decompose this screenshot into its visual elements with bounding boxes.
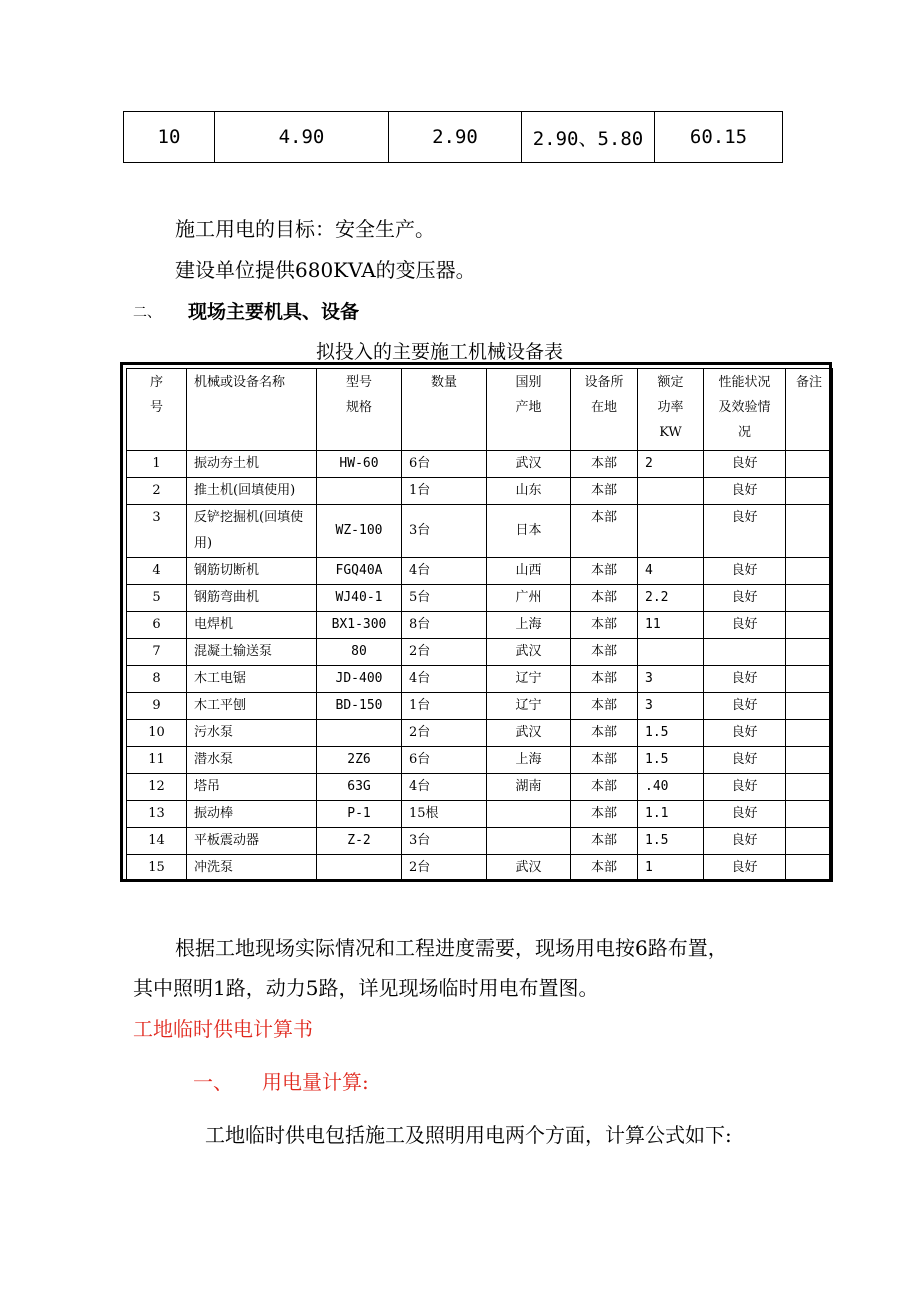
cell-model: JD-400: [317, 666, 402, 693]
cell-power: 3: [638, 666, 704, 693]
table-row: [127, 720, 833, 747]
cell-name: 污水泵: [187, 720, 317, 747]
cell-power: 3: [638, 693, 704, 720]
cell-model: Z-2: [317, 828, 402, 855]
header-line: 机械或设备名称: [194, 375, 286, 390]
cell-location: 本部: [571, 639, 638, 666]
cell-location: 本部: [571, 774, 638, 801]
cell-remarks: [786, 747, 833, 774]
cell-model: [317, 720, 402, 747]
header-line: 号: [149, 400, 163, 415]
cell-quantity: 2台: [402, 855, 487, 882]
cell-name: 振动棒: [187, 801, 317, 828]
cell-index: 9: [127, 693, 187, 720]
cell-remarks: [786, 451, 833, 478]
cell-model: 2Z6: [317, 747, 402, 774]
header-line: 性能状况: [718, 375, 771, 390]
cell-power: 4: [638, 558, 704, 585]
cell-condition: 良好: [704, 855, 786, 882]
cell-quantity: 2台: [402, 639, 487, 666]
header-line: 功率: [657, 400, 684, 415]
cell-index: 3: [127, 505, 187, 558]
cell-location: 本部: [571, 505, 638, 558]
cell-model: FGQ40A: [317, 558, 402, 585]
cell-index: 14: [127, 828, 187, 855]
cell-power: 2: [638, 451, 704, 478]
header-line: 额定: [657, 375, 684, 390]
cell-index: 15: [127, 855, 187, 882]
table-row: [127, 855, 833, 882]
cell-origin: 上海: [487, 747, 571, 774]
cell-remarks: [786, 478, 833, 505]
cell-origin: 湖南: [487, 774, 571, 801]
header-line: 型号: [345, 375, 372, 390]
cell-condition: 良好: [704, 774, 786, 801]
cell-index: 8: [127, 666, 187, 693]
cell-condition: 良好: [704, 612, 786, 639]
cell-power: [638, 478, 704, 505]
cell-quantity: 3台: [402, 828, 487, 855]
cell-origin: [487, 801, 571, 828]
section-2-number: 二、: [133, 305, 161, 321]
header-remarks: [786, 369, 833, 451]
cell-origin: [487, 828, 571, 855]
cell-name: 钢筋弯曲机: [187, 585, 317, 612]
header-line: 数量: [430, 375, 457, 390]
paragraph-layout-line-2: 其中照明1路，动力5路，详见现场临时用电布置图。: [133, 976, 599, 1000]
table-row: [127, 451, 833, 478]
top-cell-1: 10: [124, 112, 215, 163]
cell-origin: 山西: [487, 558, 571, 585]
cell-condition: [704, 639, 786, 666]
cell-model: WJ40-1: [317, 585, 402, 612]
section-1-title: 用电量计算:: [262, 1070, 369, 1094]
header-line: 备注: [795, 375, 822, 390]
cell-index: 7: [127, 639, 187, 666]
cell-location: 本部: [571, 720, 638, 747]
cell-index: 4: [127, 558, 187, 585]
cell-remarks: [786, 828, 833, 855]
cell-index: 6: [127, 612, 187, 639]
top-data-table: [123, 111, 783, 163]
cell-remarks: [786, 666, 833, 693]
cell-location: 本部: [571, 585, 638, 612]
cell-condition: 良好: [704, 666, 786, 693]
header-quantity: [402, 369, 487, 451]
cell-quantity: 5台: [402, 585, 487, 612]
header-index: [127, 369, 187, 451]
cell-location: 本部: [571, 666, 638, 693]
table-row: [127, 478, 833, 505]
cell-name: 混凝土输送泵: [187, 639, 317, 666]
cell-origin: 日本: [487, 505, 571, 558]
top-cell-2: 4.90: [215, 112, 389, 163]
header-line: KW: [659, 425, 682, 440]
section-2-title: 现场主要机具、设备: [188, 301, 360, 323]
paragraph-layout-line-1: 根据工地现场实际情况和工程进度需要，现场用电按6路布置，: [175, 936, 728, 960]
cell-model: 63G: [317, 774, 402, 801]
section-1-number: 一、: [193, 1070, 233, 1094]
cell-quantity: 4台: [402, 774, 487, 801]
cell-quantity: 15根: [402, 801, 487, 828]
red-heading-calculation: 工地临时供电计算书: [133, 1017, 313, 1041]
cell-location: 本部: [571, 747, 638, 774]
header-origin: [487, 369, 571, 451]
cell-condition: 良好: [704, 505, 786, 558]
table-caption: 拟投入的主要施工机械设备表: [316, 341, 564, 363]
cell-name: 钢筋切断机: [187, 558, 317, 585]
cell-quantity: 1台: [402, 693, 487, 720]
cell-location: 本部: [571, 558, 638, 585]
cell-model: 80: [317, 639, 402, 666]
cell-remarks: [786, 774, 833, 801]
cell-condition: 良好: [704, 478, 786, 505]
cell-name: 平板震动器: [187, 828, 317, 855]
cell-power: 1.5: [638, 720, 704, 747]
header-line: 设备所: [584, 375, 624, 390]
equipment-table: [126, 368, 833, 882]
cell-power: .40: [638, 774, 704, 801]
cell-model: P-1: [317, 801, 402, 828]
cell-condition: 良好: [704, 451, 786, 478]
cell-remarks: [786, 505, 833, 558]
header-condition: [704, 369, 786, 451]
cell-power: 1: [638, 855, 704, 882]
top-cell-3: 2.90: [389, 112, 522, 163]
cell-location: 本部: [571, 693, 638, 720]
cell-model: [317, 478, 402, 505]
cell-origin: 武汉: [487, 639, 571, 666]
top-cell-5: 60.15: [655, 112, 783, 163]
cell-power: 11: [638, 612, 704, 639]
table-row: [127, 693, 833, 720]
cell-condition: 良好: [704, 720, 786, 747]
paragraph-transformer: 建设单位提供680KVA的变压器。: [175, 258, 476, 282]
cell-name: 振动夯土机: [187, 451, 317, 478]
paragraph-formula-intro: 工地临时供电包括施工及照明用电两个方面，计算公式如下:: [205, 1123, 732, 1147]
cell-condition: 良好: [704, 828, 786, 855]
cell-name: 电焊机: [187, 612, 317, 639]
cell-condition: 良好: [704, 801, 786, 828]
header-line: 况: [737, 425, 751, 440]
cell-model: [317, 855, 402, 882]
cell-location: 本部: [571, 855, 638, 882]
table-row: [127, 558, 833, 585]
cell-origin: 武汉: [487, 720, 571, 747]
cell-origin: 辽宁: [487, 666, 571, 693]
table-row: [127, 801, 833, 828]
header-location: [571, 369, 638, 451]
cell-name: 推土机(回填使用): [187, 478, 317, 505]
cell-location: 本部: [571, 478, 638, 505]
top-cell-4: 2.90、5.80: [522, 112, 655, 163]
cell-remarks: [786, 585, 833, 612]
equipment-table-frame: [120, 362, 832, 882]
table-row: [127, 505, 833, 558]
cell-remarks: [786, 801, 833, 828]
header-line: 序: [149, 375, 163, 390]
cell-remarks: [786, 720, 833, 747]
cell-condition: 良好: [704, 585, 786, 612]
cell-power: 1.1: [638, 801, 704, 828]
cell-remarks: [786, 855, 833, 882]
cell-quantity: 2台: [402, 720, 487, 747]
cell-quantity: 4台: [402, 666, 487, 693]
paragraph-electricity-goal: 施工用电的目标：安全生产。: [175, 217, 435, 241]
table-row: [127, 639, 833, 666]
header-model: [317, 369, 402, 451]
cell-name: 冲洗泵: [187, 855, 317, 882]
cell-name: 潜水泵: [187, 747, 317, 774]
cell-quantity: 3台: [402, 505, 487, 558]
cell-model: BD-150: [317, 693, 402, 720]
cell-remarks: [786, 558, 833, 585]
cell-origin: 辽宁: [487, 693, 571, 720]
cell-origin: 上海: [487, 612, 571, 639]
cell-index: 13: [127, 801, 187, 828]
cell-origin: 广州: [487, 585, 571, 612]
table-row: [127, 585, 833, 612]
cell-name: 木工平刨: [187, 693, 317, 720]
cell-condition: 良好: [704, 558, 786, 585]
cell-location: 本部: [571, 451, 638, 478]
cell-remarks: [786, 639, 833, 666]
table-row: [127, 774, 833, 801]
cell-index: 10: [127, 720, 187, 747]
cell-quantity: 6台: [402, 451, 487, 478]
cell-power: 2.2: [638, 585, 704, 612]
cell-quantity: 8台: [402, 612, 487, 639]
cell-quantity: 1台: [402, 478, 487, 505]
cell-quantity: 4台: [402, 558, 487, 585]
cell-remarks: [786, 612, 833, 639]
cell-model: WZ-100: [317, 505, 402, 558]
table-row: [127, 612, 833, 639]
cell-location: 本部: [571, 828, 638, 855]
cell-name: 反铲挖掘机(回填使用): [187, 505, 317, 558]
cell-name: 木工电锯: [187, 666, 317, 693]
cell-index: 5: [127, 585, 187, 612]
table-row: [124, 112, 783, 163]
cell-origin: 武汉: [487, 451, 571, 478]
cell-location: 本部: [571, 612, 638, 639]
header-power: [638, 369, 704, 451]
cell-model: BX1-300: [317, 612, 402, 639]
table-row: [127, 747, 833, 774]
cell-origin: 武汉: [487, 855, 571, 882]
cell-power: 1.5: [638, 747, 704, 774]
table-row: [127, 666, 833, 693]
table-header-row: [127, 369, 833, 451]
cell-condition: 良好: [704, 693, 786, 720]
header-line: 在地: [590, 400, 617, 415]
cell-index: 12: [127, 774, 187, 801]
cell-power: [638, 505, 704, 558]
cell-name: 塔吊: [187, 774, 317, 801]
cell-index: 11: [127, 747, 187, 774]
cell-origin: 山东: [487, 478, 571, 505]
header-line: 及效验情: [718, 400, 771, 415]
cell-power: [638, 639, 704, 666]
header-line: 规格: [345, 400, 372, 415]
table-row: [127, 828, 833, 855]
header-line: 产地: [515, 400, 542, 415]
header-name: [187, 369, 317, 451]
cell-remarks: [786, 693, 833, 720]
cell-index: 2: [127, 478, 187, 505]
cell-index: 1: [127, 451, 187, 478]
header-line: 国别: [515, 375, 542, 390]
cell-quantity: 6台: [402, 747, 487, 774]
cell-condition: 良好: [704, 747, 786, 774]
cell-location: 本部: [571, 801, 638, 828]
cell-power: 1.5: [638, 828, 704, 855]
cell-model: HW-60: [317, 451, 402, 478]
